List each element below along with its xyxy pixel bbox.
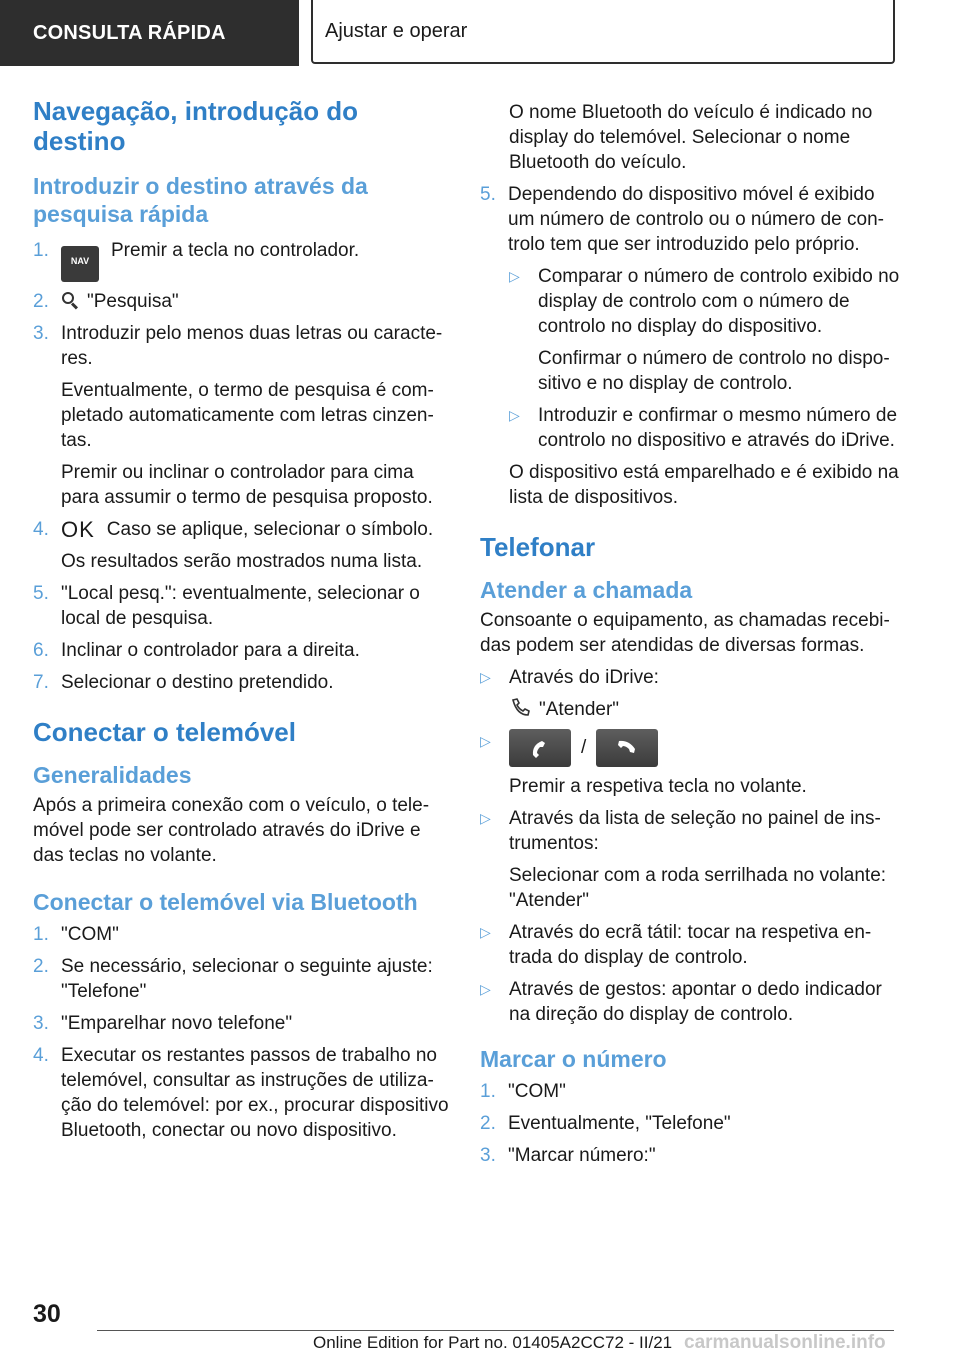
step-number: 6.	[33, 640, 49, 661]
bullet-text: Comparar o número de controlo exibido no display de controlo com o número de controlo no display do dispositivo.	[538, 266, 900, 337]
call-title: Telefonar	[480, 532, 596, 562]
step-text: Premir a tecla no controlador.	[111, 240, 360, 261]
step-text: Caso se aplique, selecionar o símbolo.	[106, 519, 434, 540]
list-item	[480, 806, 900, 913]
quick-search-subtitle: Introduzir o destino através da pesquisa rápida	[33, 173, 368, 227]
list-item	[480, 977, 900, 1027]
step-number: 4.	[33, 1045, 49, 1066]
bt-sublist	[480, 264, 900, 453]
watermark: carmanualsonline.info	[684, 1332, 886, 1353]
footer-divider	[97, 1330, 894, 1331]
step-text: Selecionar o destino pretendido.	[61, 672, 334, 693]
step-text: "Local pesq.": eventualmente, selecionar o local de pesquisa.	[61, 583, 420, 629]
list-item	[33, 1043, 449, 1143]
bt-end: O dispositivo está emparelhado e é exibido na lista de dispositivos.	[509, 462, 899, 508]
general-subtitle: Generalidades	[33, 762, 192, 788]
list-item	[33, 517, 449, 574]
ok-icon: OK	[61, 517, 95, 542]
nav-button-icon: NAV	[61, 246, 99, 282]
answer-text: Consoante o equipamento, as chamadas recebi-das podem ser atendidas de diversas formas.	[480, 610, 890, 656]
bullet-text: Introduzir e confirmar o mesmo número de controlo no dispositivo e através do iDrive.	[538, 405, 898, 451]
list-item	[480, 1143, 900, 1168]
list-item	[33, 638, 449, 663]
step-text: Dependendo do dispositivo móvel é exibido um número de controlo ou o número de con-trolo tem que ser introduzido pelo próprio.	[508, 184, 884, 255]
bullet-text: Através da lista de seleção no painel de ins-trumentos:	[509, 808, 881, 854]
step-detail: "Telefone"	[61, 981, 147, 1002]
list-item	[33, 289, 449, 314]
steering-buttons	[509, 729, 900, 767]
step-number: 3.	[33, 1013, 49, 1034]
step-text: Introduzir pelo menos duas letras ou caracte-res.	[61, 323, 443, 369]
list-item	[480, 1079, 900, 1104]
list-item	[480, 665, 900, 722]
list-item	[480, 729, 900, 799]
step-detail: Premir ou inclinar o controlador para cima para assumir o termo de pesquisa proposto.	[61, 462, 433, 508]
list-item	[509, 264, 900, 396]
left-column	[33, 96, 449, 1150]
step-text: "Marcar número:"	[508, 1145, 656, 1166]
edition-text: Online Edition for Part no. 01405A2CC72 - II/21	[313, 1333, 673, 1352]
search-icon	[61, 291, 81, 309]
step-number: 2.	[33, 956, 49, 977]
list-item	[33, 238, 449, 282]
step-number: 4.	[33, 519, 49, 540]
list-item	[480, 1111, 900, 1136]
bullet-text: Através de gestos: apontar o dedo indicador na direção do display de controlo.	[509, 979, 882, 1025]
list-item	[480, 182, 900, 257]
step-number: 3.	[480, 1145, 496, 1166]
phone-title: Conectar o telemóvel	[33, 717, 296, 747]
step-number: 2.	[480, 1113, 496, 1134]
step-number: 1.	[33, 924, 49, 945]
bullet-text: Através do iDrive:	[509, 667, 659, 688]
phone-handset-icon	[509, 697, 533, 717]
list-item	[33, 1011, 449, 1036]
bullet-detail: Premir a respetiva tecla no volante.	[509, 776, 807, 797]
list-item	[480, 920, 900, 970]
step-text: Eventualmente, "Telefone"	[508, 1113, 731, 1134]
bluetooth-subtitle: Conectar o telemóvel via Bluetooth	[33, 889, 418, 915]
step-text: "Pesquisa"	[87, 291, 179, 312]
bullet-marker: ▷	[480, 733, 491, 749]
bullet-detail: Selecionar com a roda serrilhada no volante: "Atender"	[509, 865, 887, 911]
step-number: 1.	[480, 1081, 496, 1102]
step-text: "Emparelhar novo telefone"	[61, 1013, 293, 1034]
list-item	[33, 670, 449, 695]
step-detail: Eventualmente, o termo de pesquisa é com-pletado automaticamente com letras cinzen-tas.	[61, 380, 434, 451]
step-detail: Os resultados serão mostrados numa lista.	[61, 551, 423, 572]
step-text: "COM"	[61, 924, 119, 945]
separator: /	[581, 737, 587, 758]
step-number: 5.	[33, 583, 49, 604]
nav-title: Navegação, introdução do destino	[33, 96, 359, 156]
end-call-button-icon	[596, 729, 658, 767]
bullet-marker: ▷	[509, 268, 520, 284]
bullet-detail: Confirmar o número de controlo no dispo-sitivo e no display de controlo.	[538, 348, 890, 394]
page-number: 30	[33, 1300, 61, 1328]
list-item	[33, 922, 449, 947]
list-item	[33, 321, 449, 510]
accept-call-button-icon	[509, 729, 571, 767]
bullet-detail	[509, 697, 900, 722]
step-number: 1.	[33, 240, 49, 261]
step-text: Inclinar o controlador para a direita.	[61, 640, 360, 661]
bullet-marker: ▷	[480, 810, 491, 826]
answer-subtitle: Atender a chamada	[480, 577, 693, 603]
bullet-marker: ▷	[480, 924, 491, 940]
general-text: Após a primeira conexão com o veículo, o tele-móvel pode ser controlado através do iDrive e das teclas no volante.	[33, 795, 430, 866]
right-column	[480, 100, 900, 1175]
step-number: 2.	[33, 291, 49, 312]
bt-continuation: O nome Bluetooth do veículo é indicado no display do telemóvel. Selecionar o nome Bluetooth do veículo.	[509, 102, 873, 173]
step-text: Se necessário, selecionar o seguinte ajuste:	[61, 956, 433, 977]
list-item	[509, 403, 900, 453]
step-text: "COM"	[508, 1081, 566, 1102]
chapter-tab: Ajustar e operar	[311, 0, 895, 64]
step-text: Executar os restantes passos de trabalho no telemóvel, consultar as instruções de utiliza-ção do telemóvel: por ex., procurar dispositivo Bluetooth, conectar ou novo dispositivo.	[61, 1045, 449, 1141]
bullet-marker: ▷	[480, 981, 491, 997]
step-number: 5.	[480, 184, 496, 205]
section-tab: CONSULTA RÁPIDA	[0, 0, 299, 66]
list-item	[33, 581, 449, 631]
answer-label: "Atender"	[539, 699, 620, 720]
dial-subtitle: Marcar o número	[480, 1046, 667, 1072]
step-number: 3.	[33, 323, 49, 344]
bullet-text: Através do ecrã tátil: tocar na respetiva en-trada do display de controlo.	[509, 922, 872, 968]
page-header	[0, 0, 960, 66]
bullet-marker: ▷	[509, 407, 520, 423]
bullet-marker: ▷	[480, 669, 491, 685]
step-number: 7.	[33, 672, 49, 693]
list-item	[33, 954, 449, 1004]
